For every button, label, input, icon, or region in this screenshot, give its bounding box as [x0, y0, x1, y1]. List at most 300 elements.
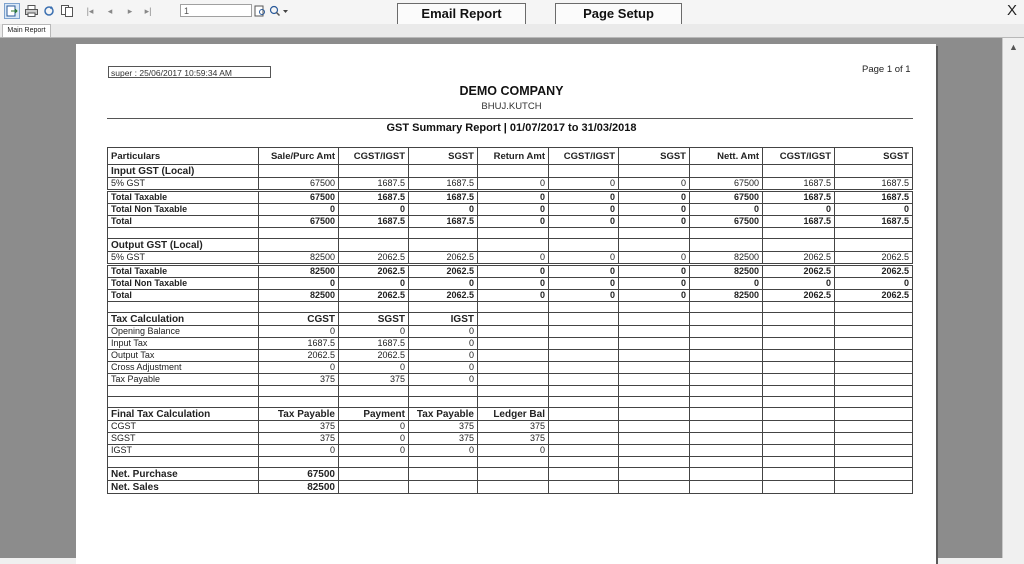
table-cell — [763, 445, 835, 457]
table-cell: 0 — [549, 265, 619, 278]
table-cell: Input Tax — [108, 338, 259, 350]
blank-row — [108, 302, 913, 313]
table-cell: 67500 — [690, 216, 763, 228]
table-cell — [549, 481, 619, 494]
table-cell — [763, 350, 835, 362]
previous-page-icon[interactable]: ◂ — [107, 6, 113, 16]
table-cell — [549, 313, 619, 326]
net-total-row — [108, 468, 913, 481]
table-cell — [835, 350, 913, 362]
table-cell: 67500 — [259, 216, 339, 228]
table-row — [108, 290, 913, 302]
table-cell: 2062.5 — [409, 252, 478, 265]
table-cell: 0 — [339, 204, 409, 216]
table-cell — [619, 313, 690, 326]
table-cell: 82500 — [690, 290, 763, 302]
table-cell: Total Non Taxable — [108, 278, 259, 290]
table-cell: 2062.5 — [409, 290, 478, 302]
table-cell: 0 — [409, 445, 478, 457]
table-cell: 0 — [259, 326, 339, 338]
table-cell: 1687.5 — [409, 178, 478, 191]
table-cell: Opening Balance — [108, 326, 259, 338]
table-cell: 67500 — [259, 191, 339, 204]
table-cell: 2062.5 — [835, 252, 913, 265]
table-cell: 0 — [259, 204, 339, 216]
table-cell — [690, 433, 763, 445]
table-cell — [259, 397, 339, 408]
table-cell: 0 — [619, 178, 690, 191]
table-cell — [549, 408, 619, 421]
table-cell — [619, 433, 690, 445]
table-cell — [763, 302, 835, 313]
table-cell: 0 — [619, 191, 690, 204]
table-cell: Total Non Taxable — [108, 204, 259, 216]
table-cell: 0 — [339, 421, 409, 433]
company-place: BHUJ.KUTCH — [481, 101, 542, 112]
table-cell: 375 — [409, 433, 478, 445]
table-cell — [835, 433, 913, 445]
table-cell: 1687.5 — [259, 338, 339, 350]
table-cell: 0 — [409, 338, 478, 350]
table-cell — [339, 468, 409, 481]
table-cell — [763, 239, 835, 252]
net-total-row — [108, 481, 913, 494]
table-cell: 1687.5 — [339, 338, 409, 350]
table-cell: Particulars — [108, 148, 259, 165]
table-cell — [835, 326, 913, 338]
table-cell: 0 — [409, 374, 478, 386]
table-cell: 0 — [619, 290, 690, 302]
table-row — [108, 278, 913, 290]
table-cell: 67500 — [259, 178, 339, 191]
table-cell — [409, 468, 478, 481]
table-cell — [763, 338, 835, 350]
table-cell: Ledger Bal — [478, 408, 549, 421]
table-cell: 0 — [619, 278, 690, 290]
table-cell: 375 — [259, 421, 339, 433]
table-cell — [619, 302, 690, 313]
table-row — [108, 362, 913, 374]
table-cell — [619, 362, 690, 374]
table-cell: CGST — [108, 421, 259, 433]
table-cell — [478, 239, 549, 252]
table-cell — [690, 362, 763, 374]
table-cell — [549, 362, 619, 374]
table-cell — [619, 397, 690, 408]
table-cell: 0 — [409, 204, 478, 216]
table-cell: 82500 — [259, 481, 339, 494]
table-cell: 0 — [478, 216, 549, 228]
table-body — [108, 148, 913, 494]
table-cell — [619, 165, 690, 178]
table-cell: 1687.5 — [835, 191, 913, 204]
table-cell: SGST — [619, 148, 690, 165]
table-cell — [835, 481, 913, 494]
table-cell — [409, 239, 478, 252]
table-cell: 2062.5 — [339, 290, 409, 302]
table-cell: 0 — [478, 204, 549, 216]
table-cell: 2062.5 — [835, 265, 913, 278]
table-cell — [690, 326, 763, 338]
table-row — [108, 252, 913, 265]
table-cell — [339, 481, 409, 494]
table-cell: 82500 — [690, 265, 763, 278]
table-cell — [835, 165, 913, 178]
table-cell: SGST — [835, 148, 913, 165]
table-cell — [549, 228, 619, 239]
report-page — [76, 44, 936, 564]
page-setup-button[interactable]: Page Setup — [555, 3, 682, 25]
table-cell — [835, 421, 913, 433]
table-cell: 1687.5 — [763, 191, 835, 204]
table-cell — [259, 228, 339, 239]
table-cell — [478, 165, 549, 178]
table-cell: Net. Purchase — [108, 468, 259, 481]
table-cell: 2062.5 — [763, 252, 835, 265]
table-cell: SGST — [409, 148, 478, 165]
table-cell: Output Tax — [108, 350, 259, 362]
email-report-button[interactable]: Email Report — [397, 3, 526, 25]
table-cell — [690, 397, 763, 408]
table-cell: 0 — [549, 178, 619, 191]
table-cell: 1687.5 — [763, 216, 835, 228]
table-cell: CGST/IGST — [549, 148, 619, 165]
table-cell: 0 — [409, 326, 478, 338]
table-header-row — [108, 148, 913, 165]
blank-row — [108, 228, 913, 239]
table-cell — [763, 165, 835, 178]
table-cell — [339, 397, 409, 408]
table-cell — [619, 386, 690, 397]
table-cell: 0 — [478, 278, 549, 290]
table-cell — [409, 397, 478, 408]
table-cell: Total — [108, 290, 259, 302]
table-cell — [478, 338, 549, 350]
table-cell — [478, 468, 549, 481]
table-cell — [763, 433, 835, 445]
table-cell — [763, 397, 835, 408]
table-cell: 0 — [835, 278, 913, 290]
table-cell: 2062.5 — [409, 265, 478, 278]
table-cell: Sale/Purc Amt — [259, 148, 339, 165]
table-cell — [835, 445, 913, 457]
table-cell: 0 — [259, 362, 339, 374]
table-cell: IGST — [409, 313, 478, 326]
section-title-row — [108, 239, 913, 252]
page-number-input[interactable]: 1 — [180, 4, 252, 17]
table-cell: Return Amt — [478, 148, 549, 165]
table-cell: Output GST (Local) — [108, 239, 259, 252]
table-cell: 0 — [478, 252, 549, 265]
table-cell — [409, 228, 478, 239]
table-cell: Total Taxable — [108, 191, 259, 204]
table-row — [108, 338, 913, 350]
table-cell: 0 — [619, 216, 690, 228]
table-row — [108, 204, 913, 216]
table-cell — [690, 239, 763, 252]
table-cell — [619, 239, 690, 252]
table-cell — [763, 386, 835, 397]
table-cell — [409, 302, 478, 313]
report-title: GST Summary Report | 01/07/2017 to 31/03/2018 — [386, 122, 637, 134]
table-cell: 0 — [549, 216, 619, 228]
table-cell — [619, 421, 690, 433]
table-cell: Tax Payable — [259, 408, 339, 421]
table-cell: 82500 — [259, 265, 339, 278]
close-icon[interactable]: X — [1006, 2, 1017, 19]
table-cell — [339, 228, 409, 239]
table-cell — [835, 397, 913, 408]
table-cell: 82500 — [690, 252, 763, 265]
table-cell: CGST/IGST — [339, 148, 409, 165]
table-cell: Tax Payable — [108, 374, 259, 386]
zoom-icon[interactable] — [268, 3, 290, 19]
table-row — [108, 265, 913, 278]
table-cell: 0 — [339, 326, 409, 338]
table-cell — [690, 302, 763, 313]
table-cell — [763, 374, 835, 386]
table-cell — [409, 457, 478, 468]
table-cell — [549, 326, 619, 338]
table-cell: 0 — [478, 290, 549, 302]
blank-row — [108, 397, 913, 408]
table-row — [108, 433, 913, 445]
table-cell: 1687.5 — [339, 178, 409, 191]
table-cell: 5% GST — [108, 252, 259, 265]
table-cell: Final Tax Calculation — [108, 408, 259, 421]
table-cell — [478, 302, 549, 313]
table-cell: 0 — [549, 191, 619, 204]
table-cell — [549, 239, 619, 252]
table-cell — [478, 362, 549, 374]
table-cell — [835, 362, 913, 374]
table-cell: 2062.5 — [835, 290, 913, 302]
table-cell: 0 — [835, 204, 913, 216]
blank-row — [108, 457, 913, 468]
export-icon[interactable] — [4, 3, 20, 19]
table-row — [108, 350, 913, 362]
table-cell: 1687.5 — [409, 191, 478, 204]
table-cell — [690, 165, 763, 178]
print-icon[interactable] — [23, 3, 39, 19]
table-cell — [835, 457, 913, 468]
table-cell — [619, 228, 690, 239]
blank-row — [108, 386, 913, 397]
table-cell: 1687.5 — [763, 178, 835, 191]
table-cell: Cross Adjustment — [108, 362, 259, 374]
table-cell: SGST — [339, 313, 409, 326]
final-calc-header-row — [108, 408, 913, 421]
table-cell: 0 — [339, 445, 409, 457]
table-cell: 2062.5 — [763, 290, 835, 302]
table-cell — [763, 408, 835, 421]
table-cell — [108, 302, 259, 313]
table-cell: 375 — [478, 421, 549, 433]
table-cell: 375 — [409, 421, 478, 433]
table-cell: 2062.5 — [339, 265, 409, 278]
table-cell: Input GST (Local) — [108, 165, 259, 178]
table-cell — [835, 228, 913, 239]
table-cell: 375 — [478, 433, 549, 445]
table-cell — [763, 421, 835, 433]
table-cell — [549, 421, 619, 433]
table-cell: 82500 — [259, 252, 339, 265]
table-cell — [549, 165, 619, 178]
page-indicator: Page 1 of 1 — [862, 64, 911, 75]
toggle-group-tree-icon[interactable] — [59, 3, 75, 19]
table-cell — [763, 313, 835, 326]
table-cell: 0 — [478, 265, 549, 278]
table-row — [108, 326, 913, 338]
table-cell: 0 — [549, 204, 619, 216]
table-cell: CGST — [259, 313, 339, 326]
table-cell — [763, 326, 835, 338]
table-cell — [549, 386, 619, 397]
table-cell: 0 — [619, 252, 690, 265]
table-cell — [549, 433, 619, 445]
table-cell: 0 — [478, 191, 549, 204]
table-cell: 0 — [763, 204, 835, 216]
table-row — [108, 178, 913, 191]
table-cell — [835, 408, 913, 421]
table-cell — [619, 457, 690, 468]
table-cell — [763, 457, 835, 468]
table-cell — [619, 374, 690, 386]
table-cell — [339, 239, 409, 252]
table-cell — [409, 165, 478, 178]
table-cell — [835, 239, 913, 252]
table-cell — [690, 386, 763, 397]
table-cell — [549, 338, 619, 350]
table-row — [108, 445, 913, 457]
table-cell — [339, 386, 409, 397]
table-cell — [259, 165, 339, 178]
table-cell — [478, 374, 549, 386]
table-cell — [763, 362, 835, 374]
table-cell — [690, 350, 763, 362]
table-cell: 67500 — [690, 178, 763, 191]
next-page-icon[interactable]: ▸ — [127, 6, 133, 16]
gst-summary-table — [107, 147, 913, 494]
table-cell — [259, 239, 339, 252]
table-cell: 1687.5 — [409, 216, 478, 228]
table-cell — [549, 457, 619, 468]
tab-main-report[interactable]: Main Report — [2, 24, 51, 37]
table-cell — [108, 228, 259, 239]
table-cell — [409, 481, 478, 494]
table-cell — [619, 326, 690, 338]
table-cell — [478, 457, 549, 468]
user-timestamp: super : 25/06/2017 10:59:34 AM — [108, 66, 271, 78]
table-cell: 0 — [478, 178, 549, 191]
table-cell: 1687.5 — [835, 178, 913, 191]
table-cell — [690, 445, 763, 457]
table-row — [108, 216, 913, 228]
table-cell — [835, 338, 913, 350]
table-cell: 0 — [259, 445, 339, 457]
table-cell — [835, 386, 913, 397]
table-cell — [619, 481, 690, 494]
table-cell — [690, 313, 763, 326]
table-cell — [835, 313, 913, 326]
table-cell: 0 — [690, 204, 763, 216]
table-cell: 0 — [339, 433, 409, 445]
table-cell — [763, 228, 835, 239]
table-cell: 0 — [478, 445, 549, 457]
table-cell: 375 — [339, 374, 409, 386]
refresh-icon[interactable] — [41, 3, 57, 19]
table-cell — [259, 302, 339, 313]
table-cell — [478, 326, 549, 338]
table-cell — [478, 481, 549, 494]
table-cell: 0 — [619, 265, 690, 278]
table-cell — [478, 350, 549, 362]
table-cell — [835, 302, 913, 313]
table-cell — [108, 457, 259, 468]
table-cell: 1687.5 — [835, 216, 913, 228]
table-cell: 0 — [339, 278, 409, 290]
table-cell — [619, 468, 690, 481]
table-cell — [478, 228, 549, 239]
table-cell — [690, 374, 763, 386]
table-cell: 375 — [259, 433, 339, 445]
table-cell: 5% GST — [108, 178, 259, 191]
table-cell — [763, 481, 835, 494]
table-cell — [478, 397, 549, 408]
scroll-up-icon[interactable]: ▲ — [1009, 42, 1018, 52]
table-cell: 0 — [763, 278, 835, 290]
table-cell — [763, 468, 835, 481]
table-cell: 0 — [339, 362, 409, 374]
table-cell: 375 — [259, 374, 339, 386]
last-page-icon[interactable]: ▸| — [144, 6, 152, 16]
table-cell: Nett. Amt — [690, 148, 763, 165]
table-cell — [690, 457, 763, 468]
table-cell — [108, 386, 259, 397]
table-cell: 1687.5 — [339, 216, 409, 228]
table-cell — [619, 445, 690, 457]
table-cell: SGST — [108, 433, 259, 445]
table-cell: 0 — [619, 204, 690, 216]
table-cell — [690, 421, 763, 433]
table-cell — [690, 481, 763, 494]
table-cell: CGST/IGST — [763, 148, 835, 165]
table-cell: 0 — [409, 362, 478, 374]
first-page-icon[interactable]: |◂ — [86, 6, 94, 16]
table-cell: Total — [108, 216, 259, 228]
table-cell — [619, 350, 690, 362]
table-cell: 67500 — [690, 191, 763, 204]
table-cell — [619, 408, 690, 421]
table-cell: 0 — [409, 350, 478, 362]
table-cell: 2062.5 — [763, 265, 835, 278]
table-cell: Tax Payable — [409, 408, 478, 421]
table-cell — [339, 165, 409, 178]
table-cell — [549, 302, 619, 313]
divider — [107, 118, 913, 119]
table-cell — [339, 302, 409, 313]
table-cell — [549, 350, 619, 362]
table-cell: Net. Sales — [108, 481, 259, 494]
goto-page-icon[interactable] — [252, 3, 268, 19]
table-cell — [619, 338, 690, 350]
table-cell — [549, 445, 619, 457]
toolbar — [0, 0, 1024, 25]
table-cell: 0 — [549, 290, 619, 302]
table-cell — [259, 457, 339, 468]
table-cell — [259, 386, 339, 397]
vertical-scrollbar[interactable] — [1002, 38, 1024, 558]
